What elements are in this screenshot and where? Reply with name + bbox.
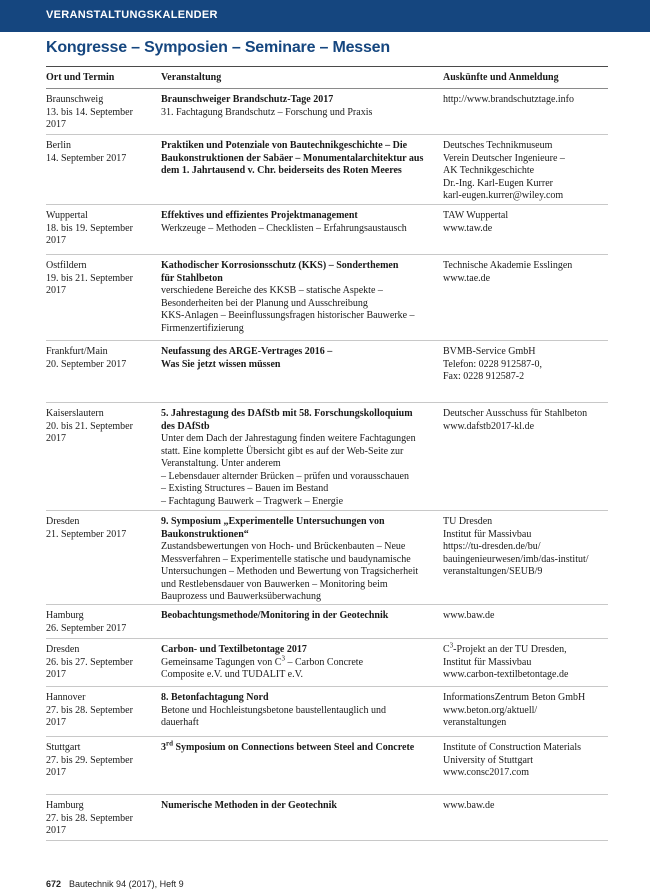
contact-line: BVMB-Service GmbH (443, 346, 536, 357)
contact-line: Fax: 0228 912587-2 (443, 371, 525, 382)
place-date-line: Kaiserslautern (46, 408, 104, 419)
place-date-line: 20. September 2017 (46, 358, 127, 370)
event-description-line: verschiedene Bereiche des KKSB – statische Aspekte – (161, 285, 383, 296)
contact-line: www.dafstb2017-kl.de (443, 420, 535, 432)
table-row (46, 795, 608, 841)
place-and-date-cell (46, 800, 158, 838)
place-date-line: 26. bis 27. September (46, 656, 133, 668)
table-row (46, 205, 608, 255)
event-description-line: Unter dem Dach der Jahrestagung finden weitere Fachtagungen (161, 433, 416, 444)
contact-cell (443, 260, 609, 285)
event-cell (161, 516, 437, 604)
event-cell (161, 210, 437, 235)
event-description-line: Composite e.V. und TUDALIT e.V. (161, 669, 304, 680)
event-description-line: – Lebensdauer alternder Brücken – prüfen und vorausschauen (161, 470, 409, 482)
event-cell (161, 140, 437, 178)
contact-line: www.taw.de (443, 222, 493, 234)
column-header-place: Ort und Termin (46, 72, 115, 83)
event-cell (161, 94, 437, 119)
event-cell (161, 260, 437, 335)
contact-line: Institut für Massivbau (443, 528, 532, 540)
contact-cell (443, 516, 609, 579)
contact-cell (443, 800, 609, 813)
table-row (46, 639, 608, 687)
contact-line: Telefon: 0228 912587-0, (443, 358, 543, 370)
event-title-line: Braunschweiger Brandschutz-Tage 2017 (161, 94, 334, 105)
place-date-line: 2017 (46, 717, 66, 728)
table-row (46, 511, 608, 605)
column-header-contact: Auskünfte und Anmeldung (443, 72, 559, 83)
place-and-date-cell (46, 408, 158, 446)
event-title-line: Beobachtungsmethode/Monitoring in der Geotechnik (161, 610, 389, 621)
event-title-line: 3rd Symposium on Connections between Steel and Concrete (161, 739, 415, 753)
section-label: VERANSTALTUNGSKALENDER (46, 9, 218, 21)
event-description-line: statt. Eine komplette Übersicht gibt es auf der Web-Seite zur (161, 445, 404, 457)
contact-line: bauingenieurwesen/imb/das-institut/ (443, 553, 589, 565)
place-date-line: 20. bis 21. September (46, 420, 133, 432)
place-date-line: Hannover (46, 692, 86, 703)
place-date-line: 27. bis 29. September (46, 754, 133, 766)
table-row (46, 135, 608, 205)
place-date-line: 27. bis 28. September (46, 812, 133, 824)
place-and-date-cell (46, 516, 158, 541)
place-date-line: Ostfildern (46, 260, 87, 271)
event-description-line: und Restlebensdauer von Bauwerken – Monitoring beim (161, 578, 388, 590)
event-title-line: Neufassung des ARGE-Vertrages 2016 – (161, 346, 333, 357)
place-date-line: Wuppertal (46, 210, 88, 221)
contact-line: AK Technikgeschichte (443, 165, 535, 176)
contact-line: karl-eugen.kurrer@wiley.com (443, 190, 564, 201)
contact-line: www.beton.org/aktuell/ (443, 704, 538, 716)
place-date-line: 2017 (46, 433, 66, 444)
event-cell (161, 800, 437, 813)
event-description-line: – Fachtagung Bauwerk – Tragwerk – Energie (161, 495, 344, 507)
place-date-line: 26. September 2017 (46, 622, 127, 634)
section-header-bar (0, 0, 650, 32)
event-description-line: Werkzeuge – Methoden – Checklisten – Erfahrungsaustausch (161, 222, 407, 234)
event-description-line: Betone und Hochleistungsbetone baustellentauglich und (161, 704, 386, 716)
table-row (46, 605, 608, 639)
event-cell (161, 644, 437, 682)
event-description-line: Messverfahren – Experimentelle statische und baudynamische (161, 553, 411, 565)
contact-line: www.baw.de (443, 800, 495, 811)
event-description-line: 31. Fachtagung Brandschutz – Forschung und Praxis (161, 106, 373, 118)
place-date-line: 2017 (46, 119, 66, 130)
place-date-line: Dresden (46, 644, 80, 655)
contact-line: veranstaltungen (443, 717, 507, 728)
place-and-date-cell (46, 140, 158, 165)
table-row (46, 737, 608, 795)
event-title-line: Baukonstruktionen der Sabäer – Monumentalarchitektur aus (161, 152, 424, 164)
contact-line: TU Dresden (443, 516, 493, 527)
place-date-line: 2017 (46, 825, 66, 836)
event-description-line: Bauprozess und Bauwerksüberwachung (161, 591, 321, 602)
event-title-line: Was Sie jetzt wissen müssen (161, 358, 281, 370)
place-date-line: Frankfurt/Main (46, 346, 108, 357)
contact-line: http://www.brandschutztage.info (443, 94, 574, 105)
place-and-date-cell (46, 346, 158, 371)
column-header-event: Veranstaltung (161, 72, 222, 83)
place-date-line: 2017 (46, 285, 66, 296)
contact-line: Technische Akademie Esslingen (443, 260, 573, 271)
contact-cell (443, 210, 609, 235)
contact-line: www.carbon-textilbetontage.de (443, 669, 569, 680)
place-date-line: 14. September 2017 (46, 152, 127, 164)
page-title: Kongresse – Symposien – Seminare – Messen (46, 39, 390, 56)
contact-line: InformationsZentrum Beton GmbH (443, 692, 586, 703)
page-footer (46, 879, 184, 889)
place-date-line: Dresden (46, 516, 80, 527)
place-date-line: 2017 (46, 767, 66, 778)
place-date-line: 2017 (46, 235, 66, 246)
contact-cell (443, 94, 609, 107)
contact-cell (443, 641, 609, 682)
place-and-date-cell (46, 644, 158, 682)
place-date-line: 21. September 2017 (46, 528, 127, 540)
page-number: 672 (46, 879, 62, 889)
place-date-line: 19. bis 21. September (46, 272, 133, 284)
place-and-date-cell (46, 94, 158, 132)
event-cell (161, 610, 437, 623)
contact-cell (443, 742, 609, 780)
contact-cell (443, 140, 609, 203)
event-title-line: Kathodischer Korrosionsschutz (KKS) – Sonderthemen (161, 260, 399, 271)
event-description-line: dauerhaft (161, 717, 199, 728)
event-title-line: Numerische Methoden in der Geotechnik (161, 800, 337, 811)
event-description-line: Besonderheiten bei der Planung und Ausschreibung (161, 297, 368, 309)
event-title-line: Effektives und effizientes Projektmanagement (161, 210, 358, 221)
event-title-line: für Stahlbeton (161, 272, 223, 284)
place-and-date-cell (46, 692, 158, 730)
place-and-date-cell (46, 610, 158, 635)
contact-cell (443, 692, 609, 730)
place-date-line: Hamburg (46, 610, 84, 621)
place-date-line: 27. bis 28. September (46, 704, 133, 716)
contact-line: www.baw.de (443, 610, 495, 621)
event-title-line: 8. Betonfachtagung Nord (161, 692, 269, 703)
event-title-line: Baukonstruktionen“ (161, 528, 249, 540)
place-and-date-cell (46, 210, 158, 248)
event-title-line: 9. Symposium „Experimentelle Untersuchungen von (161, 516, 385, 527)
place-date-line: Berlin (46, 140, 71, 151)
event-title-line: des DAfStb (161, 420, 210, 432)
place-and-date-cell (46, 260, 158, 298)
contact-line: Dr.-Ing. Karl-Eugen Kurrer (443, 177, 553, 189)
contact-line: Deutscher Ausschuss für Stahlbeton (443, 408, 588, 419)
event-cell (161, 346, 437, 371)
contact-line: www.tae.de (443, 272, 491, 284)
table-row (46, 341, 608, 403)
table-row (46, 687, 608, 737)
event-title-line: Carbon- und Textilbetontage 2017 (161, 644, 307, 655)
event-cell (161, 739, 437, 755)
event-description-line: – Existing Structures – Bauen im Bestand (161, 483, 329, 494)
contact-cell (443, 408, 609, 433)
contact-cell (443, 346, 609, 384)
event-cell (161, 408, 437, 508)
event-description-line: Zustandsbewertungen von Hoch- und Brückenbauten – Neue (161, 541, 406, 552)
table-row (46, 255, 608, 341)
place-date-line: Hamburg (46, 800, 84, 811)
table-row (46, 89, 608, 135)
contact-line: Deutsches Technikmuseum (443, 140, 553, 151)
event-description-line: KKS-Anlagen – Beeinflussungsfragen historischer Bauwerke – (161, 310, 415, 321)
table-header-row (46, 67, 608, 89)
contact-line: www.consc2017.com (443, 767, 530, 778)
journal-reference: Bautechnik 94 (2017), Heft 9 (69, 879, 184, 889)
event-description-line: Gemeinsame Tagungen von $C^3$ – Carbon Concrete (161, 654, 364, 668)
contact-line: Institut für Massivbau (443, 656, 532, 668)
place-and-date-cell (46, 742, 158, 780)
contact-line: Institute of Construction Materials (443, 742, 582, 753)
event-title-line: Praktiken und Potenziale von Bautechnikgeschichte – Die (161, 140, 408, 151)
contact-line: University of Stuttgart (443, 754, 533, 766)
contact-line: veranstaltungen/SEUB/9 (443, 566, 543, 577)
contact-line: $C^3$-Projekt an der TU Dresden, (443, 641, 567, 655)
event-description-line: Firmenzertifizierung (161, 322, 244, 334)
place-date-line: 2017 (46, 669, 66, 680)
contact-line: https://tu-dresden.de/bu/ (443, 541, 541, 552)
contact-line: Verein Deutscher Ingenieure – (443, 152, 565, 164)
place-date-line: 13. bis 14. September (46, 106, 133, 118)
event-calendar-table (46, 66, 608, 841)
table-row (46, 403, 608, 511)
contact-cell (443, 610, 609, 623)
place-date-line: Stuttgart (46, 742, 81, 753)
event-description-line: Untersuchungen – Methoden und Bewertung von Tragsicherheit (161, 566, 419, 577)
place-date-line: 18. bis 19. September (46, 222, 133, 234)
contact-line: TAW Wuppertal (443, 210, 509, 221)
event-description-line: Veranstaltung. Unter anderem (161, 458, 281, 469)
event-title-line: 5. Jahrestagung des DAfStb mit 58. Forschungskolloquium (161, 408, 413, 419)
place-date-line: Braunschweig (46, 94, 104, 105)
event-title-line: dem 1. Jahrtausend v. Chr. beiderseits des Roten Meeres (161, 165, 402, 176)
event-cell (161, 692, 437, 730)
